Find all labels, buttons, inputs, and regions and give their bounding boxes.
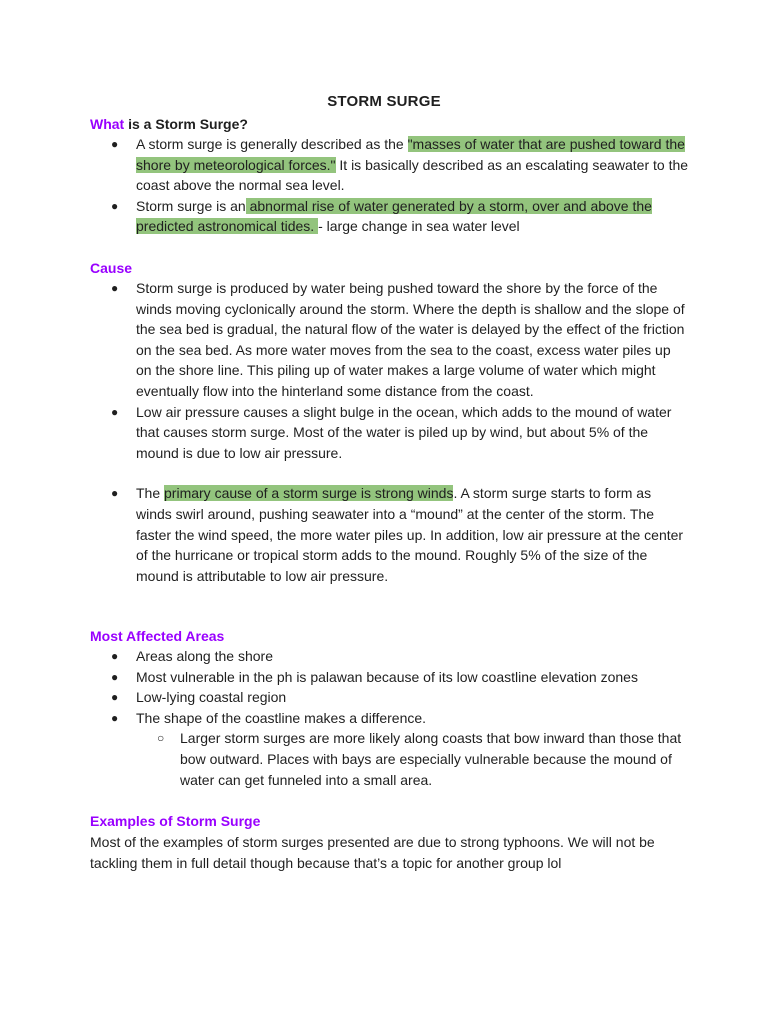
list-item: ● The primary cause of a storm surge is strong winds. A storm surge starts to form as winds swirl around, pushing seawater into a “mound” at the center of the storm. The faster the wind speed, the more water piles up. In addition, low air pressure at the center of the hurricane or tropical storm adds to the mound. Roughly 5% of the size of the mound is attributable to low air pressure. xyxy=(111,485,684,584)
bullet-icon: ● xyxy=(111,198,119,213)
list-item: ● The shape of the coastline makes a difference. xyxy=(90,708,690,729)
bullet-icon: ● xyxy=(111,404,119,419)
examples-heading: Examples of Storm Surge xyxy=(90,813,261,829)
list-item: ● Storm surge is an abnormal rise of water generated by a storm, over and above the predicted astronomical tides. - large change in sea water level xyxy=(111,197,652,235)
areas-heading: Most Affected Areas xyxy=(90,628,225,644)
list-item: ● Storm surge is produced by water being pushed toward the shore by the force of the winds moving cyclonically around the storm. Where the depth is shallow and the slope of the sea bed is gradual, the natural flow of the water is delayed by the effect of the friction on the sea bed. As more water moves from the sea to the coast, excess water piles up on the shore line. This piling up of water makes a large volume of water which might eventually flow into the hinterland some distance from the coast. xyxy=(111,280,685,399)
list-item: ● Low air pressure causes a slight bulge in the ocean, which adds to the mound of water that causes storm surge. Most of the water is piled up by wind, but about 5% of the mound is due to low air pressure. xyxy=(111,403,672,461)
bullet-icon: ● xyxy=(111,281,119,295)
list-item: ● A storm surge is generally described as the "masses of water that are pushed toward the shore by meteorological forces." It is basically described as an escalating seawater to the coast above the normal sea level. xyxy=(111,136,689,194)
what-list xyxy=(90,134,690,237)
what-heading-rest: is a Storm Surge? xyxy=(124,116,248,132)
bullet-icon: ● xyxy=(111,137,119,151)
highlight: primary cause of a storm surge is strong winds xyxy=(164,485,454,502)
page-title: STORM SURGE xyxy=(327,93,441,110)
list-item: ● Areas along the shore xyxy=(90,646,690,667)
list-item: ● Low-lying coastal region xyxy=(90,687,690,708)
examples-paragraph: Most of the examples of storm surges presented are due to strong typhoons. We will not be tackling them in full detail though because that’s a topic for another group lol xyxy=(90,834,655,871)
what-heading xyxy=(90,114,248,134)
list-subitem: ○ Larger storm surges are more likely along coasts that bow inward than those that bow outward. Places with bays are especially vulnerable because the mound of water can get funneled into a small area. xyxy=(157,730,682,788)
cause-heading: Cause xyxy=(90,260,133,276)
bullet-icon: ● xyxy=(111,710,119,725)
areas-list xyxy=(90,646,690,790)
bullet-icon: ● xyxy=(111,669,119,684)
what-heading-accent: What xyxy=(90,116,125,132)
bullet-icon: ● xyxy=(111,649,119,663)
highlight: "masses of water that are pushed toward the shore by meteorological forces." xyxy=(136,136,685,173)
highlight: abnormal rise of water generated by a storm, over and above the predicted astronomical tides. xyxy=(136,197,652,235)
list-item: ● Most vulnerable in the ph is palawan because of its low coastline elevation zones xyxy=(90,667,690,688)
cause-list xyxy=(90,278,690,586)
bullet-icon: ● xyxy=(111,690,119,705)
bullet-icon: ● xyxy=(111,486,119,501)
hollow-bullet-icon: ○ xyxy=(157,731,165,746)
